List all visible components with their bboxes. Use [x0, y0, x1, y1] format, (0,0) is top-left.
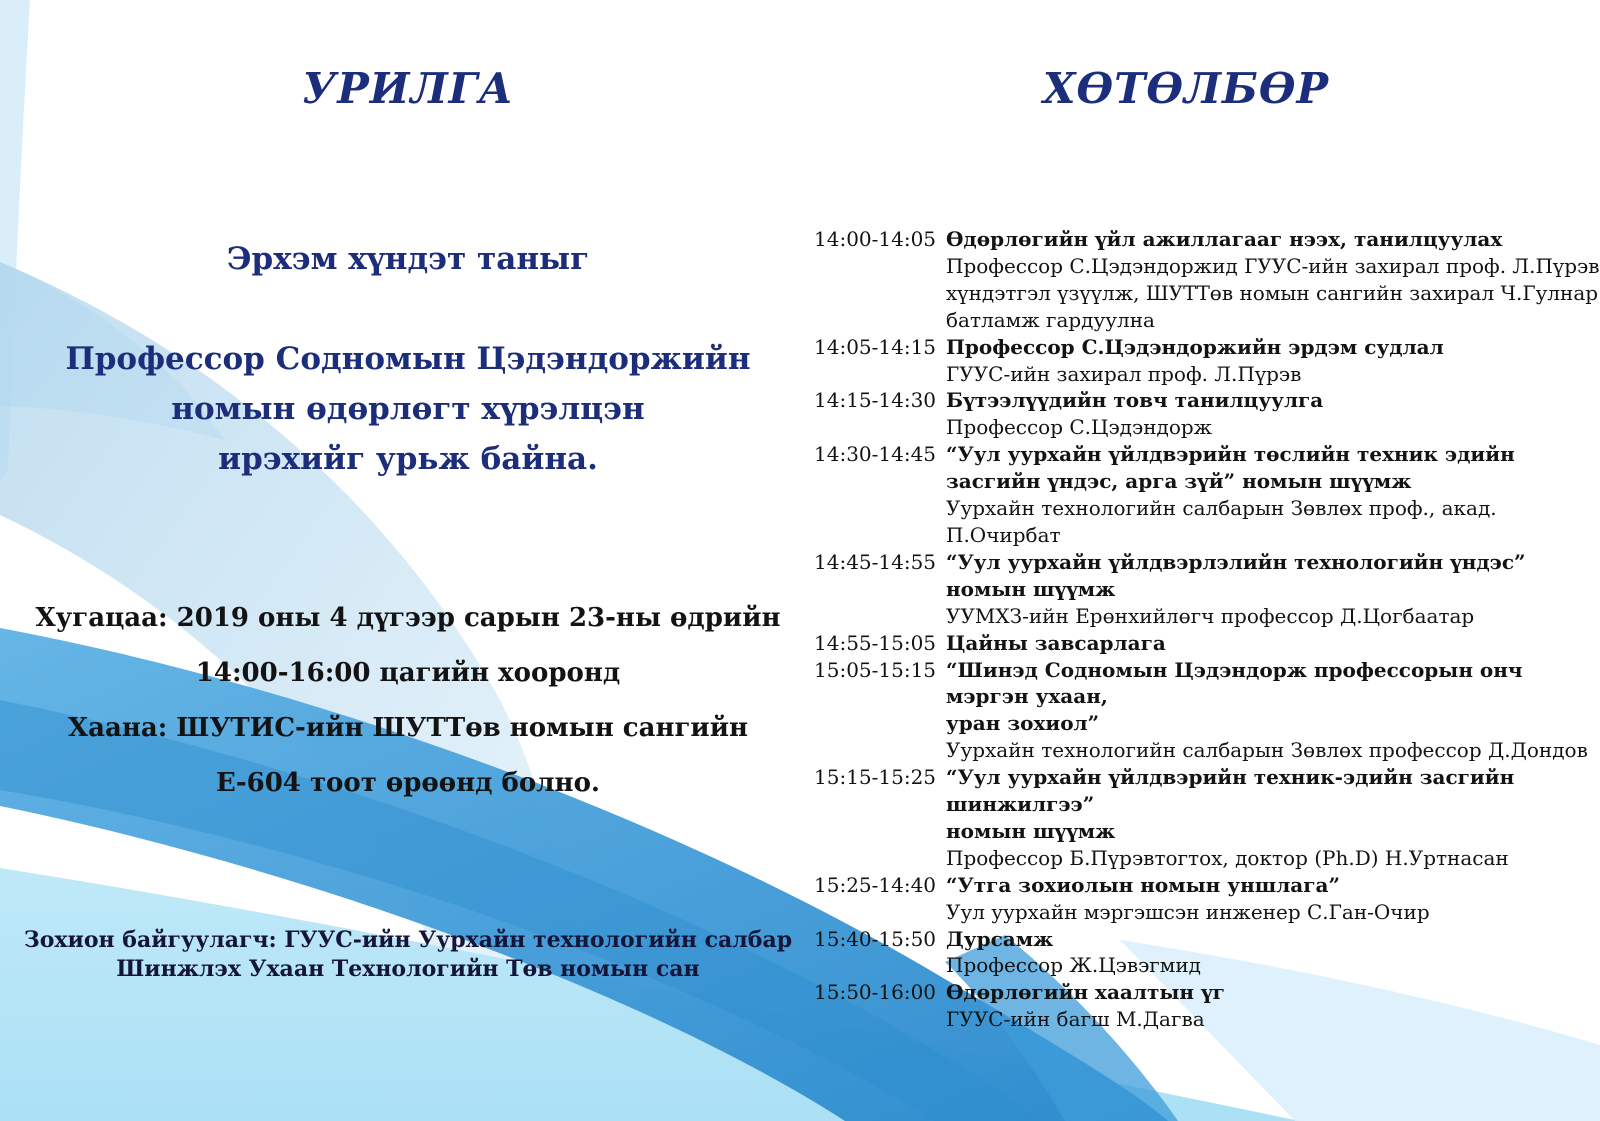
- invitation-title: УРИЛГА: [302, 64, 514, 113]
- invitation-body: [18, 334, 798, 484]
- schedule-item-detail: Профессор Б.Пүрэвтогтох, доктор (Ph.D) Н.Уртнасан: [946, 845, 1509, 870]
- schedule-item-title: “Утга зохиолын номын уншлага”: [946, 872, 1340, 897]
- schedule-time: 15:40-15:50: [814, 926, 937, 951]
- invitation-line: номын өдөрлөгт хүрэлцэн: [171, 391, 645, 427]
- invitation-line: Профессор Содномын Цэдэндоржийн: [65, 341, 751, 377]
- schedule-item-detail: Уурхайн технологийн салбарын Зөвлөх проф., акад. П.Очирбат: [946, 496, 1497, 547]
- schedule-time: 14:05-14:15: [814, 334, 937, 359]
- schedule-item-title: Цайны завсарлага: [946, 630, 1166, 655]
- event-time: 14:00-16:00 цагийн хооронд: [195, 658, 621, 688]
- schedule-item-detail: батламж гардуулна: [946, 307, 1155, 332]
- schedule-item-title: Дурсамж: [946, 926, 1054, 951]
- schedule-time: 15:25-14:40: [814, 872, 937, 897]
- schedule-row: [814, 549, 1600, 630]
- schedule-time: 15:50-16:00: [814, 980, 937, 1005]
- program-title: ХӨТӨЛБӨР: [1042, 64, 1330, 113]
- schedule-item-detail: Профессор С.Цэдэндорж: [946, 415, 1213, 440]
- event-place: Хаана: ШУТИС-ийн ШУТТөв номын сангийн: [67, 713, 749, 743]
- schedule-time: 14:45-14:55: [814, 549, 937, 574]
- organizer-line: Шинжлэх Ухаан Технологийн Төв номын сан: [116, 956, 700, 982]
- schedule-item-title: Өдөрлөгийн үйл ажиллагааг нээх, танилцуулах: [946, 227, 1503, 251]
- schedule-row: [814, 764, 1600, 872]
- schedule-time: 14:55-15:05: [814, 630, 937, 655]
- schedule-row: [814, 926, 1600, 980]
- schedule-time: 14:15-14:30: [814, 388, 937, 413]
- schedule-row: [814, 872, 1600, 926]
- schedule-item-detail: хүндэтгэл үзүүлж, ШУТТөв номын сангийн захирал Ч.Гулнар: [946, 280, 1599, 305]
- schedule-row: [814, 441, 1600, 549]
- schedule-item-title: Бүтээлүүдийн товч танилцуулга: [946, 388, 1324, 413]
- schedule-time: 15:05-15:15: [814, 657, 937, 682]
- invitation-line: ирэхийг урьж байна.: [218, 441, 598, 477]
- schedule-item-title: номын шүүмж: [946, 576, 1116, 601]
- schedule-item-detail: Уул уурхайн мэргэшсэн инженер С.Ган-Очир: [946, 899, 1430, 924]
- schedule-row: [814, 387, 1600, 441]
- schedule-item-title: Өдөрлөгийн хаалтын үг: [946, 980, 1225, 1005]
- schedule-item-title: уран зохиол”: [946, 711, 1100, 736]
- schedule-item-title: Профессор С.Цэдэндоржийн эрдэм судлал: [946, 334, 1444, 359]
- schedule-item-title: “Уул уурхайн үйлдвэрлэлийн технологийн үндэс”: [946, 549, 1526, 574]
- organizer-block: [18, 926, 798, 984]
- event-details: [18, 604, 798, 824]
- schedule-item-detail: ГУУС-ийн багш М.Дагва: [946, 1007, 1205, 1032]
- schedule-time: 14:30-14:45: [814, 442, 937, 467]
- schedule-item-detail: Уурхайн технологийн салбарын Зөвлөх профессор Д.Дондов: [946, 738, 1588, 763]
- schedule-list: [814, 226, 1600, 1033]
- greeting-line: Эрхэм хүндэт таныг: [226, 241, 590, 277]
- schedule-row: [814, 657, 1600, 765]
- schedule-item-title: “Шинэд Содномын Цэдэндорж профессорын онч мэргэн ухаан,: [946, 657, 1523, 709]
- schedule-row: [814, 226, 1600, 334]
- schedule-item-detail: Профессор С.Цэдэндоржид ГУУС-ийн захирал проф. Л.Пүрэв: [946, 253, 1600, 278]
- schedule-item-title: “Уул уурхайн үйлдвэрийн төслийн техник эдийн: [946, 442, 1515, 467]
- schedule-item-title: засгийн үндэс, арга зүй” номын шүүмж: [946, 469, 1412, 494]
- schedule-item-title: номын шүүмж: [946, 818, 1116, 843]
- schedule-item-detail: Профессор Ж.Цэвэгмид: [946, 953, 1201, 978]
- schedule-row: [814, 979, 1600, 1033]
- event-date: Хугацаа: 2019 оны 4 дүгээр сарын 23-ны өдрийн: [35, 603, 781, 633]
- organizer-line: Зохион байгуулагч: ГУУС-ийн Уурхайн технологийн салбар: [23, 927, 793, 953]
- schedule-row: [814, 630, 1600, 657]
- schedule-time: 14:00-14:05: [814, 227, 937, 251]
- schedule-row: [814, 334, 1600, 388]
- schedule-item-title: “Уул уурхайн үйлдвэрийн техник-эдийн засгийн шинжилгээ”: [946, 765, 1515, 817]
- schedule-item-detail: УУМХЗ-ийн Ерөнхийлөгч профессор Д.Цогбаатар: [946, 603, 1475, 628]
- schedule-time: 15:15-15:25: [814, 765, 937, 790]
- schedule-item-detail: ГУУС-ийн захирал проф. Л.Пүрэв: [946, 361, 1302, 386]
- event-room: Е-604 тоот өрөөнд болно.: [216, 768, 600, 798]
